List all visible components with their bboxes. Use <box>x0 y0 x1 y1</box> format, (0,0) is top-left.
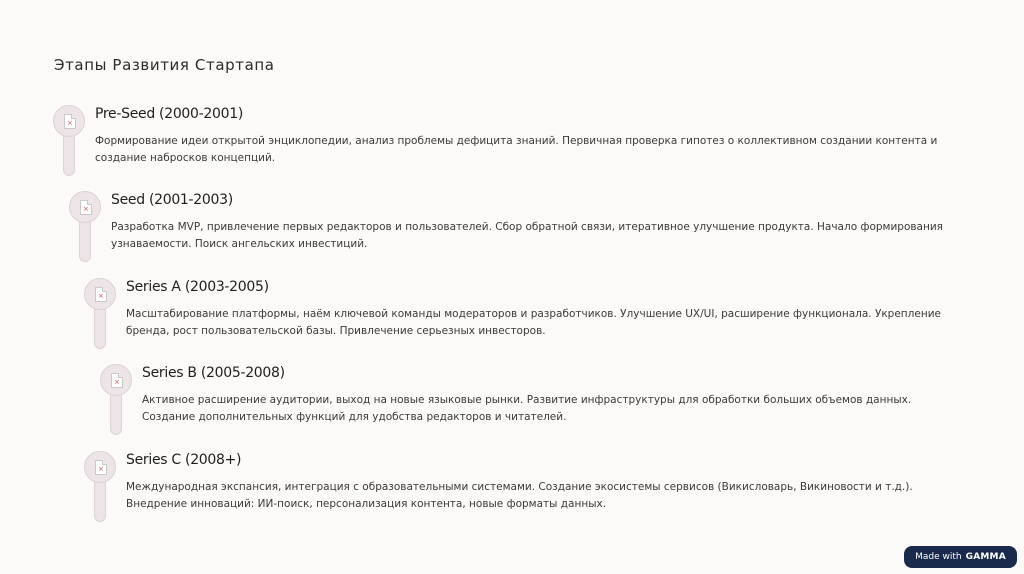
document-icon <box>95 287 107 302</box>
stage-title: Pre-Seed (2000-2001) <box>95 106 243 122</box>
stage-description: Разработка MVP, привлечение первых редакторов и пользователей. Сбор обратной связи, итеративное улучшение продукта. Начало формирования узнаваемости. Поиск ангельских инвестиций. <box>111 221 943 250</box>
stage-title: Series B (2005-2008) <box>142 365 285 381</box>
broken-image-icon <box>84 451 116 483</box>
broken-mark-icon: × <box>83 205 89 213</box>
stage-series-c <box>84 451 984 531</box>
broken-image-icon <box>69 191 101 223</box>
stage-description: Международная экспансия, интеграция с образовательными системами. Создание экосистемы сервисов (Викисловарь, Викиновости и т.д.). Внедрение инноваций: ИИ-поиск, персонализация контента, новые форматы данных. <box>126 481 913 510</box>
document-icon <box>95 460 107 475</box>
stage-icon-wrap <box>84 451 116 531</box>
made-with-gamma-badge[interactable] <box>904 546 1017 568</box>
stage-description: Формирование идеи открытой энциклопедии, анализ проблемы дефицита знаний. Первичная проверка гипотез о коллективном создании контента и создание набросков концепций. <box>95 135 938 164</box>
stage-series-b <box>100 364 1000 444</box>
broken-image-icon <box>100 364 132 396</box>
broken-image-icon <box>53 105 85 137</box>
page-title: Этапы Развития Стартапа <box>54 56 275 74</box>
stage-title: Series C (2008+) <box>126 452 242 468</box>
stage-pre-seed <box>53 105 953 185</box>
broken-mark-icon: × <box>98 465 104 473</box>
stage-icon-wrap <box>100 364 132 444</box>
document-icon <box>111 373 123 388</box>
broken-mark-icon: × <box>114 378 120 386</box>
stage-description: Активное расширение аудитории, выход на новые языковые рынки. Развитие инфраструктуры для обработки больших объемов данных. Создание дополнительных функций для удобства редакторов и читателей. <box>142 394 912 423</box>
stage-series-a <box>84 278 984 358</box>
document-icon <box>64 114 76 129</box>
broken-image-icon <box>84 278 116 310</box>
stage-icon-wrap <box>69 191 101 271</box>
stage-seed <box>69 191 969 271</box>
stage-title: Seed (2001-2003) <box>111 192 233 208</box>
stage-icon-wrap <box>84 278 116 358</box>
badge-prefix: Made with <box>915 552 962 562</box>
document-icon <box>80 200 92 215</box>
stage-icon-wrap <box>53 105 85 185</box>
stage-title: Series A (2003-2005) <box>126 279 269 295</box>
gamma-logo: GAMMA <box>965 552 1006 562</box>
broken-mark-icon: × <box>67 119 73 127</box>
broken-mark-icon: × <box>98 292 104 300</box>
stage-description: Масштабирование платформы, наём ключевой команды модераторов и разработчиков. Улучшение UX/UI, расширение функционала. Укрепление бренда, рост пользовательской базы. Привлечение серьезных инвесторов. <box>126 308 941 337</box>
